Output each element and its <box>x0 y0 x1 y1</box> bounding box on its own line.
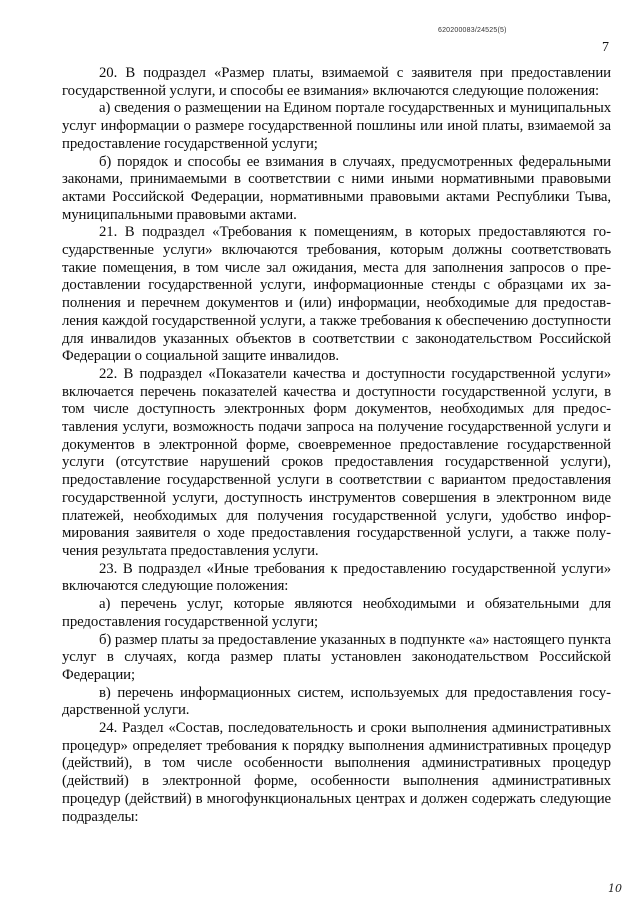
paragraph-23: 23. В подраздел «Иные требования к предоставлению государственной услуги» включаются следующие положения: <box>62 560 611 595</box>
document-body <box>62 65 611 826</box>
paragraph-23-b: б) размер платы за предоставление указанных в подпункте «а» настоящего пункта услуг в случаях, когда размер платы установлен законодательством Российской Федерации; <box>62 631 611 683</box>
paragraph-23-a: а) перечень услуг, которые являются необходимыми и обязательными для предоставления государственной услуги; <box>62 596 611 630</box>
paragraph-20-b: б) порядок и способы ее взимания в случаях, предусмотренных федеральными законами, принимаемыми в соответствии с ними иными нормативными правовыми актами Российской Федерации, нормативными правовыми актами Республики Тыва, муниципальными правовыми актами. <box>62 153 611 223</box>
page-number: 7 <box>602 40 609 55</box>
paragraph-23-c: в) перечень информационных систем, используемых для предоставления государственной услуги. <box>62 684 611 719</box>
paragraph-20-a: а) сведения о размещении на Едином портале государственных и муниципальных услуг информации о размере государственной пошлины или иной платы, взимаемой за предоставление государственной услуги; <box>62 100 611 152</box>
paragraph-24: 24. Раздел «Состав, последовательность и сроки выполнения административных процедур» определяет требования к порядку выполнения административных процедур (действий), в том числе особенности выполнения административных процедур (действий) в электронной форме, особенности выполнения административных процедур (действий) в многофункциональных центрах и должен содержать следующие подразделы: <box>62 720 611 825</box>
paragraph-22: 22. В подраздел «Показатели качества и доступности государственной услуги» включается перечень показателей качества и доступности государственной услуги, в том числе доступность электронных форм документов, необходимых для предоставления услуги, возможность подачи запроса на получение государственной услуги и документов в электронной форме, своевременное предоставление государственной услуги (отсутствие нарушений сроков предоставления государственной услуги), предоставление государственной услуги в соответствии с вариантом предоставления государственной услуги, доступность инструментов совершения в электронном виде платежей, необходимых для получения государственной услуги, удобство информирования заявителя о ходе предоставления государственной услуги, а также получения результата предоставления услуги. <box>62 365 611 559</box>
paragraph-20: 20. В подраздел «Размер платы, взимаемой с заявителя при предоставлении государственной услуги, и способы ее взимания» включаются следующие положения: <box>62 65 611 99</box>
document-code: 620200083/24525(5) <box>438 27 507 34</box>
paragraph-21: 21. В подраздел «Требования к помещениям, в которых предоставляются государственные услуги» включаются требования, которым должны соответствовать такие помещения, в том числе зал ожидания, места для заполнения запросов о предоставлении государственной услуги, информационные стенды с образцами их заполнения и перечнем документов и (или) информации, необходимые для предоставления каждой государственной услуги, а также требования к обеспечению доступности для инвалидов указанных объектов в соответствии с законодательством Российской Федерации о социальной защите инвалидов. <box>62 224 611 365</box>
handwritten-page-mark: 10 <box>608 882 622 895</box>
